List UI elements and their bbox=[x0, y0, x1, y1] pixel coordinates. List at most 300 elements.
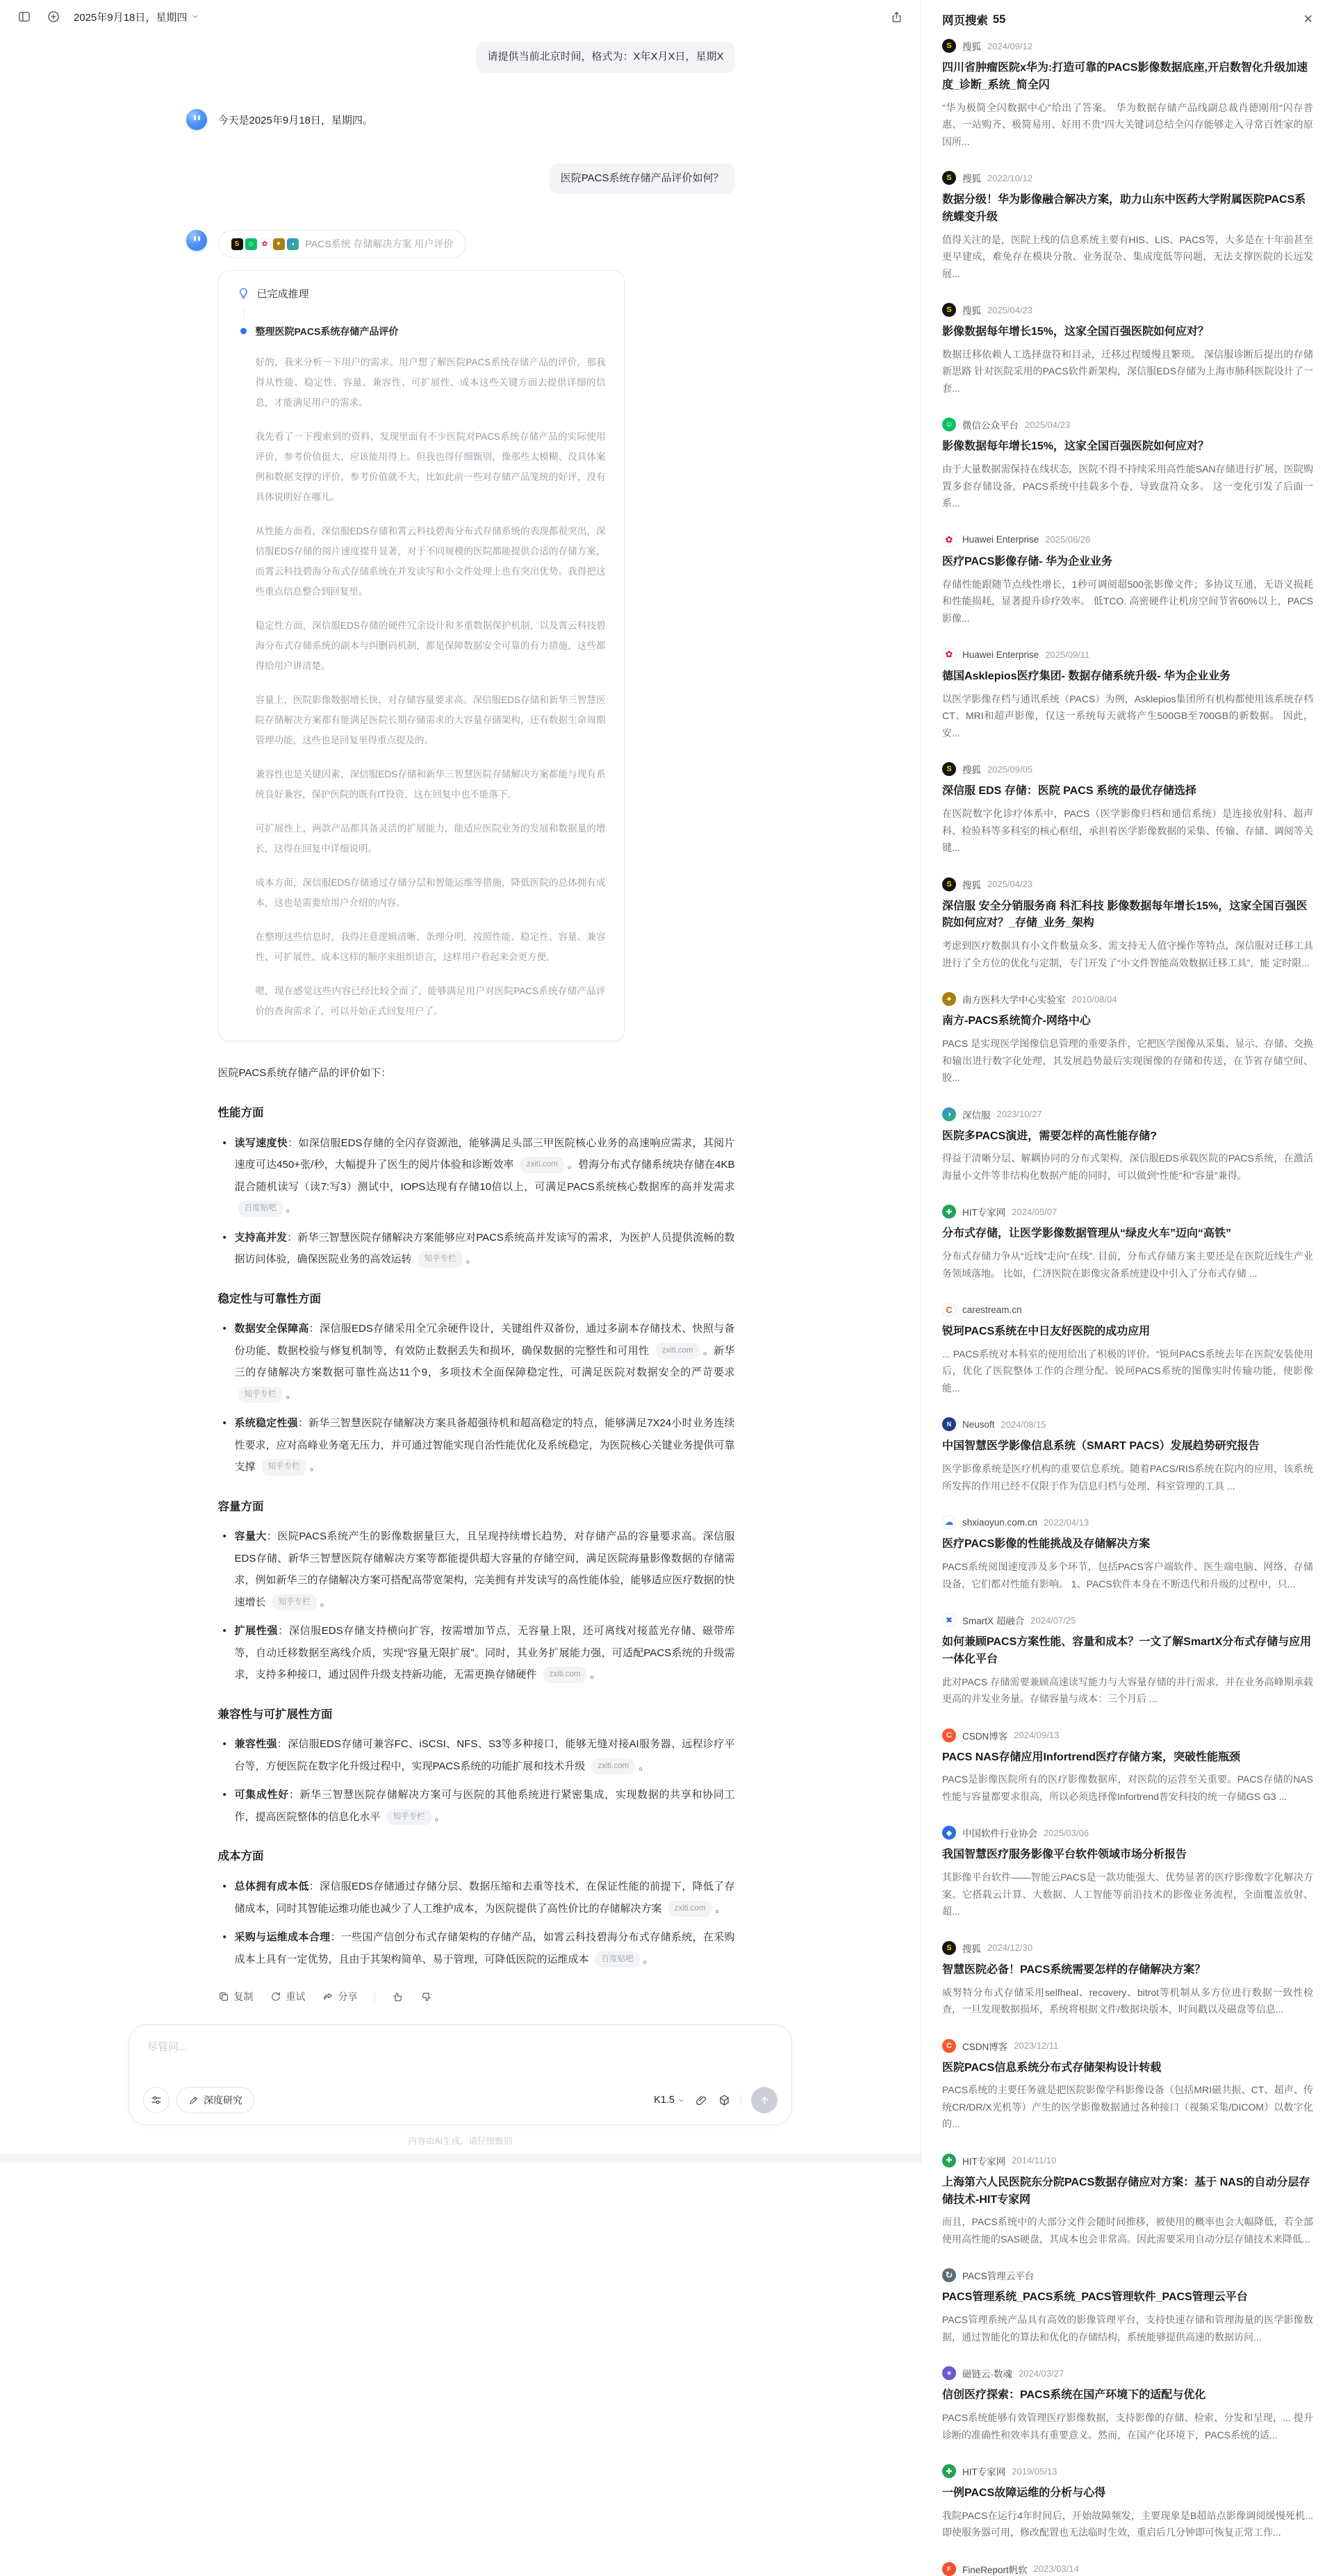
source-name: CSDN博客 bbox=[962, 1731, 1008, 1742]
favicon-glyph: ◑ bbox=[946, 1109, 952, 1118]
search-result-item[interactable] bbox=[942, 2039, 1313, 2133]
reasoning-paragraphs bbox=[237, 352, 606, 1021]
result-title[interactable]: 数据分级！华为影像融合解决方案，助力山东中医药大学附属医院PACS系统蝶变升级 bbox=[942, 194, 1306, 223]
result-title[interactable]: 医疗PACS影像的性能挑战及存储解决方案 bbox=[942, 1538, 1151, 1551]
result-date: 2025/03/06 bbox=[1044, 1827, 1089, 1838]
source-name: 搜狐 bbox=[962, 1943, 981, 1954]
result-date: 2024/05/07 bbox=[1012, 1206, 1057, 1217]
attach-file-button[interactable] bbox=[695, 2094, 708, 2107]
result-date: 2024/09/12 bbox=[987, 40, 1033, 51]
result-snippet: PACS系统的主要任务就是把医院影像学科影像设备（包括MRI磁共振、CT、超声、传统CR/DR/X光机等）产生的医学影像数据通过各种接口（视频采集/DICOM）以数字化的... bbox=[942, 2084, 1313, 2130]
result-title[interactable]: 如何兼顾PACS方案性能、容量和成本？一文了解SmartX分布式存储与应用一体化平台 bbox=[942, 1636, 1312, 1665]
bullet-label: 容量大 bbox=[234, 1530, 267, 1543]
result-date: 2025/04/23 bbox=[1025, 419, 1071, 430]
result-title[interactable]: 医院PACS信息系统分布式存储架构设计转载 bbox=[942, 2061, 1162, 2074]
thumbs-up-icon bbox=[392, 1991, 404, 2003]
chat-column bbox=[186, 33, 735, 2004]
assistant-avatar bbox=[186, 230, 207, 251]
send-button[interactable] bbox=[751, 2087, 777, 2113]
search-result-item[interactable] bbox=[942, 1417, 1313, 1494]
result-date: 2025/09/11 bbox=[1045, 649, 1090, 660]
answer-section bbox=[218, 1844, 735, 1970]
result-snippet: 威努特分布式存储采用selfheal、recovery、bitrot等机制从多方位进行数据一致性检查，一旦发现数据损坏，系统将根据文件/数据块版本，时间戳以及磁盘等信息... bbox=[942, 1986, 1313, 2015]
result-date: 2025/09/05 bbox=[987, 763, 1033, 775]
pen-icon bbox=[188, 2095, 199, 2106]
search-result-item[interactable] bbox=[942, 2154, 1313, 2248]
source-name: SmartX 超融合 bbox=[962, 1616, 1025, 1627]
citation-pill[interactable]: 知乎专栏 bbox=[238, 1387, 283, 1403]
result-source-row bbox=[942, 2464, 1313, 2478]
copy-button[interactable] bbox=[218, 1990, 254, 2004]
result-snippet: 存储性能跟随节点线性增长，1秒可调阅超500张影像文件；多协议互通，无语义损耗和性能损耗，显著提升诊疗效率。 低TCO. 高密硬件让机房空间节省60%以上，PACS影像... bbox=[942, 578, 1313, 624]
citation-pill[interactable]: 知乎专栏 bbox=[418, 1251, 463, 1268]
bullet-label: 扩展性强 bbox=[234, 1625, 279, 1637]
result-source-row bbox=[942, 303, 1313, 317]
source-favicon bbox=[942, 762, 956, 776]
source-favicon bbox=[942, 39, 956, 53]
result-snippet: PACS 是实现医学图像信息管理的重要条件，它把医学图像从采集、显示、存储、交换和输出进行数字化处理，其发展趋势最后实现图像的存储和传送，在节省存储空间、胶... bbox=[942, 1038, 1313, 1084]
favicon-glyph: ✶ bbox=[946, 2369, 953, 2378]
source-favicon bbox=[942, 647, 956, 661]
section-bullet-list bbox=[218, 1318, 735, 1478]
source-favicon bbox=[942, 2464, 956, 2478]
assistant-answer bbox=[218, 1062, 735, 1970]
source-name: shxiaoyun.com.cn bbox=[962, 1517, 1038, 1528]
favicon-glyph: ✿ bbox=[945, 534, 953, 545]
result-snippet: 得益于清晰分层、解耦协同的分布式架构，深信服EDS承载医院的PACS系统，在激活海量小文件等非结构化数据产能的同时，可以做到“性能”和“容量”兼得。 bbox=[942, 1153, 1313, 1181]
bullet-label: 可集成性好 bbox=[234, 1789, 289, 1801]
reasoning-paragraph: 可扩展性上，两款产品都具备灵活的扩展能力，能适应医院业务的发展和数据量的增长，这得在回复中详细说明。 bbox=[255, 823, 606, 854]
result-date: 2024/08/15 bbox=[1000, 1419, 1046, 1430]
result-source-row bbox=[942, 877, 1313, 891]
result-title[interactable]: 智慧医院必备！PACS系统需要怎样的存储解决方案？ bbox=[942, 1963, 1206, 1976]
share-button[interactable] bbox=[322, 1990, 358, 2004]
source-favicon bbox=[942, 533, 956, 547]
result-source-row bbox=[942, 2562, 1313, 2576]
result-snippet: PACS系统能够有效管理医疗影像数据，支持影像的存储、检索、分发和呈现，... 提升诊断的准确性和效率具有重要意义。然而，在国产化环境下，PACS系统的适... bbox=[942, 2412, 1313, 2441]
chat-header bbox=[0, 0, 921, 33]
bullet-item bbox=[235, 1620, 735, 1686]
search-result-item[interactable] bbox=[942, 1205, 1313, 1282]
search-result-item[interactable] bbox=[942, 1826, 1313, 1919]
search-result-item[interactable] bbox=[942, 647, 1313, 741]
result-snippet: PACS管理系统产品具有高效的影像管理平台，支持快速存储和管理海量的医学影像数据，通过智能化的算法和优化的存储结构，系统能够提供高速的数据访问... bbox=[942, 2314, 1313, 2343]
result-title[interactable]: 我国智慧医疗服务影像平台软件领域市场分析报告 bbox=[942, 1849, 1187, 1861]
assistant-message-row bbox=[186, 230, 735, 258]
result-title[interactable]: 德国Asklepios医疗集团- 数据存储系统升级- 华为企业业务 bbox=[942, 670, 1231, 683]
source-name: HIT专家网 bbox=[962, 2156, 1006, 2167]
new-chat-icon[interactable] bbox=[44, 8, 63, 26]
source-name: 搜狐 bbox=[962, 42, 981, 52]
result-source-row bbox=[942, 39, 1313, 53]
source-name: 微信公众平台 bbox=[962, 420, 1019, 431]
sidebar-toggle-icon[interactable] bbox=[15, 8, 33, 26]
result-source-row bbox=[942, 1613, 1313, 1627]
bullet-item bbox=[235, 1318, 735, 1405]
deep-research-label: 深度研究 bbox=[204, 2095, 242, 2106]
conversation-title-dropdown[interactable] bbox=[74, 10, 199, 24]
result-snippet: ... PACS系统对本科室的使用给出了积极的评价。“锐珂PACS系统去年在医院安装使用后，优化了医院整体工作的合理分配。锐珂PACS系统的图像实时传输功能，使影像能... bbox=[942, 1348, 1313, 1394]
result-source-row bbox=[942, 1826, 1313, 1840]
source-name: 搜狐 bbox=[962, 765, 981, 776]
result-source-row bbox=[942, 1728, 1313, 1742]
result-date: 2025/04/23 bbox=[987, 879, 1033, 890]
search-panel-header bbox=[942, 0, 1313, 39]
conversation-title: 2025年9月18日，星期四 bbox=[74, 11, 188, 24]
result-source-row bbox=[942, 533, 1313, 547]
search-result-item[interactable] bbox=[942, 303, 1313, 397]
source-favicon bbox=[942, 1826, 956, 1840]
result-title[interactable]: 中国智慧医学影像信息系统（SMART PACS）发展趋势研究报告 bbox=[942, 1440, 1260, 1453]
source-favicon-group bbox=[231, 238, 301, 250]
thumbs-down-button[interactable] bbox=[420, 1991, 432, 2003]
result-date: 2022/04/13 bbox=[1044, 1517, 1089, 1528]
source-favicon bbox=[942, 2154, 956, 2168]
result-date: 2022/10/12 bbox=[987, 172, 1033, 183]
result-source-row bbox=[942, 762, 1313, 776]
retry-icon bbox=[270, 1991, 281, 2002]
favicon-glyph: ↻ bbox=[945, 2270, 953, 2281]
section-bullet-list bbox=[218, 1876, 735, 1970]
source-name: carestream.cn bbox=[962, 1304, 1022, 1315]
source-favicon bbox=[231, 238, 243, 250]
result-source-row bbox=[942, 1205, 1313, 1219]
result-source-row bbox=[942, 418, 1313, 431]
source-favicon bbox=[273, 238, 285, 250]
result-snippet: 此对PACS 存储需要兼顾高速读写能力与大容量存储的并行需求，并在业务高峰期承载更高的并发业务量。存储容量与成本：三个月后 ... bbox=[942, 1676, 1313, 1705]
search-result-item[interactable] bbox=[942, 992, 1313, 1086]
source-name: Huawei Enterprise bbox=[962, 649, 1039, 660]
result-title[interactable]: 深信服 安全分销服务商 科汇科技 影像数据每年增长15%，这家全国百强医院如何应对？_存储_业务_架构 bbox=[942, 900, 1308, 930]
source-favicon bbox=[942, 1417, 956, 1431]
bullet-item bbox=[235, 1526, 735, 1613]
bullet-label: 读写速度快 bbox=[234, 1137, 288, 1149]
source-favicon bbox=[942, 1303, 956, 1316]
source-name: 中国软件行业协会 bbox=[962, 1828, 1037, 1840]
section-bullet-list bbox=[218, 1132, 735, 1271]
result-source-row bbox=[942, 2154, 1313, 2168]
model-selector[interactable] bbox=[654, 2095, 685, 2106]
bullet-item bbox=[235, 1227, 735, 1271]
section-heading: 兼容性与可扩展性方面 bbox=[217, 1708, 333, 1721]
result-source-row bbox=[942, 2366, 1313, 2380]
result-title[interactable]: 信创医疗探索：PACS系统在国产环境下的适配与优化 bbox=[942, 2389, 1206, 2402]
search-result-item[interactable] bbox=[942, 1728, 1313, 1806]
search-result-item[interactable] bbox=[942, 1107, 1313, 1184]
result-title[interactable]: 深信服 EDS 存储：医院 PACS 系统的最优存储选择 bbox=[942, 785, 1196, 798]
answer-section bbox=[218, 1495, 735, 1686]
favicon-glyph: S bbox=[946, 880, 952, 889]
citation-pill[interactable]: zxiti.com bbox=[543, 1667, 587, 1683]
result-date: 2023/12/11 bbox=[1014, 2040, 1059, 2051]
favicon-glyph: S bbox=[234, 240, 240, 248]
result-title[interactable]: PACS NAS存储应用Infortrend医疗存储方案，突破性能瓶颈 bbox=[942, 1751, 1241, 1763]
section-bullet-list bbox=[218, 1733, 735, 1828]
search-result-item[interactable] bbox=[942, 2562, 1313, 2576]
result-snippet: 医学影像系统是医疗机构的重要信息系统。随着PACS/RIS系统在院内的应用，该系统所发挥的作用已经不仅限于作为信息归档与处理、科室管理的工具 ... bbox=[942, 1463, 1313, 1492]
user-message-bubble[interactable]: 医院PACS系统存储产品评价如何？ bbox=[550, 163, 735, 195]
result-snippet: 我院PACS在运行4年时间后，开始故障频发，主要现象是B超站点影像调阅缓慢死机... 即使服务器可用，修改配置也无法临时生效，重启后几分钟即可恢复正常工作... bbox=[942, 2509, 1313, 2538]
search-result-item[interactable] bbox=[942, 533, 1313, 627]
copy-label: 复制 bbox=[233, 1991, 254, 2003]
result-title[interactable]: 分布式存储，让医学影像数据管理从“绿皮火车”迈向“高铁” bbox=[942, 1228, 1232, 1240]
bullet-label: 数据安全保障高 bbox=[234, 1323, 309, 1335]
section-heading: 成本方面 bbox=[217, 1850, 264, 1863]
chevron-down-icon bbox=[191, 13, 199, 21]
bullet-text: ：一些国产信创分布式存储架构的存储产品，如霄云科技碧海分布式存储系统，在采购成本上具有一定优势，且由于其架构简单、易于管理，可降低医院的运维成本 百度贴吧 。 bbox=[235, 1931, 735, 1965]
favicon-glyph: C bbox=[946, 1304, 953, 1315]
result-title[interactable]: PACS管理系统_PACS系统_PACS管理软件_PACS管理云平台 bbox=[942, 2291, 1248, 2304]
result-source-row bbox=[942, 1417, 1313, 1431]
bullet-text: ：深信服EDS存储可兼容FC、iSCSI、NFS、S3等多种接口，能够无缝对接AI服务器、远程诊疗平台等，方便医院在数字化升级过程中，实现PACS系统的功能扩展和技术升级 zxiti.com 。 bbox=[235, 1738, 735, 1772]
section-heading: 容量方面 bbox=[217, 1500, 264, 1513]
search-keywords-label: PACS系统 存储解决方案 用户评价 bbox=[305, 238, 454, 249]
favicon-glyph: ✦ bbox=[946, 995, 953, 1004]
source-favicon bbox=[942, 1941, 956, 1955]
composer-box[interactable] bbox=[129, 2024, 792, 2125]
search-result-item[interactable] bbox=[942, 1515, 1313, 1592]
citation-pill[interactable]: 知乎专栏 bbox=[387, 1809, 431, 1826]
composer-toolbar bbox=[143, 2087, 777, 2113]
result-snippet: 而且，PACS系统中的大部分文件会随时间推移，被使用的概率也会大幅降低，若全部使用高性能的SAS硬盘，其成本也会非常高。因此需要采用自动分层存储技术来降低... bbox=[942, 2216, 1313, 2245]
source-favicon bbox=[259, 238, 271, 250]
favicon-glyph: S bbox=[946, 765, 952, 774]
bullet-text: ：如深信服EDS存储的全闪存资源池，能够满足头部三甲医院核心业务的高速响应需求，其阅片速度可达450+张/秒，大幅提升了医生的阅片体验和诊断效率 zxiti.com 。碧海分布式存储系统块存储在4KB混合随机读写（读7:写3）测试中，IOPS达现有存储10倍以上，可满足PACS系统核心数据库的高并发需求 百度贴吧 。 bbox=[235, 1137, 735, 1215]
citation-pill[interactable]: zxiti.com bbox=[591, 1758, 635, 1775]
result-date: 2019/05/13 bbox=[1012, 2466, 1057, 2477]
citation-pill[interactable]: 百度贴吧 bbox=[595, 1951, 640, 1968]
bullet-label: 总体拥有成本低 bbox=[234, 1881, 309, 1893]
favicon-glyph: S bbox=[946, 306, 952, 315]
source-favicon bbox=[942, 2366, 956, 2380]
result-snippet: 在医院数字化诊疗体系中，PACS（医学影像归档和通信系统）是连接放射科、超声科、检验科等多科室的核心枢纽，承担着医学影像数据的采集、传输、存储、调阅等关键... bbox=[942, 808, 1313, 854]
web-search-panel bbox=[921, 0, 1334, 2575]
search-result-item[interactable] bbox=[942, 1303, 1313, 1396]
web-search-sources-pill[interactable] bbox=[218, 230, 467, 258]
bullet-text: ：医院PACS系统产生的影像数据量巨大，且呈现持续增长趋势，对存储产品的容量要求高。深信服EDS存储、新华三智慧医院存储解决方案等都能提供超大容量的存储空间，满足医院海量影像数据的存储需求，例如新华三的存储解决方案可搭配高带宽架构，完美拥有并发读写的高性能体验，能够适应医疗数据的快速增长 知乎专栏 。 bbox=[235, 1530, 735, 1608]
favicon-glyph: S bbox=[946, 42, 952, 50]
result-title[interactable]: 医院多PACS演进，需要怎样的高性能存储? bbox=[942, 1130, 1158, 1142]
bullet-item bbox=[235, 1132, 735, 1220]
search-result-item[interactable] bbox=[942, 418, 1313, 511]
reasoning-paragraph: 从性能方面看，深信服EDS存储和霄云科技碧海分布式存储系统的表现都很突出，深信服EDS存储的阅片速度提升显著，对于不同规模的医院都能提供合适的存储方案，而霄云科技碧海分布式存储系统在并发读写和小文件处理上也有突出优势。我得把这些重点信息整合到回复里。 bbox=[255, 526, 606, 597]
source-favicon bbox=[942, 171, 956, 185]
result-date: 2010/08/04 bbox=[1071, 993, 1117, 1005]
reasoning-paragraph: 稳定性方面，深信服EDS存储的硬件冗余设计和多重数据保护机制，以及霄云科技碧海分布式存储系统的副本与纠删码机制，都是保障数据安全可靠的有力措施，这些都得给用户讲清楚。 bbox=[255, 620, 606, 672]
favicon-glyph: ✖ bbox=[945, 1615, 953, 1626]
bullet-item bbox=[235, 1784, 735, 1828]
source-name: 南方医科大学中心实验室 bbox=[962, 995, 1066, 1006]
bullet-item bbox=[235, 1926, 735, 1970]
favicon-glyph: ✿ bbox=[261, 240, 268, 248]
result-source-row bbox=[942, 2039, 1313, 2053]
favicon-glyph: ◑ bbox=[290, 240, 295, 248]
favicon-glyph: ☺ bbox=[945, 420, 953, 429]
source-favicon bbox=[942, 303, 956, 317]
reasoning-paragraph: 成本方面，深信服EDS存储通过存储分层和智能运维等措施，降低医院的总体拥有成本，这也是需要给用户介绍的内容。 bbox=[255, 877, 606, 909]
result-snippet: 值得关注的是，医院上线的信息系统主要有HIS、LIS、PACS等，大多是在十年前甚至更早建成，难免存在模块分散、业务混杂、集成度低等问题，无法支撑医院的长远发展... bbox=[942, 233, 1313, 279]
favicon-glyph: F bbox=[947, 2565, 951, 2573]
bullet-text: ：深信服EDS存储采用全冗余硬件设计，关键组件双备份，通过多副本存储技术、快照与备份功能、数据校验与修复机制等，有效防止数据丢失和损坏，确保数据的完整性和可用性 zxiti.com 。新华三的存储解决方案数据可靠性高达11个9，多项技术全面保障稳定性，可满足医院对数据安全的严苛要求 知乎专栏 。 bbox=[235, 1323, 735, 1401]
result-title[interactable]: 一例PACS故障运维的分析与心得 bbox=[942, 2487, 1106, 2500]
reasoning-box[interactable] bbox=[218, 270, 625, 1041]
section-heading: 稳定性与可靠性方面 bbox=[217, 1292, 321, 1305]
answer-section bbox=[218, 1703, 735, 1828]
arrow-up-icon bbox=[759, 2095, 771, 2106]
bullet-label: 系统稳定性强 bbox=[234, 1417, 298, 1430]
result-snippet: 考虑到医疗数据具有小文件数量众多、需支持无人值守操作等特点，深信服对迁移工具进行了全方位的优化与定制，专门开发了“小文件智能高效数据迁移工具”，能 定时限... bbox=[942, 940, 1313, 968]
reasoning-status-label: 已完成推理 bbox=[256, 288, 309, 300]
search-result-item[interactable] bbox=[942, 171, 1313, 282]
search-result-count: 55 bbox=[993, 13, 1006, 26]
reasoning-paragraph: 兼容性也是关键因素，深信服EDS存储和新华三智慧医院存储解决方案都能与现有系统良好兼容，保护医院的既有IT投资，这在回复中也不能落下。 bbox=[255, 769, 606, 800]
citation-pill[interactable]: zxiti.com bbox=[520, 1157, 564, 1173]
copy-icon bbox=[218, 1991, 229, 2002]
message-input[interactable]: 尽管问... bbox=[147, 2041, 188, 2053]
search-result-item[interactable] bbox=[942, 2464, 1313, 2541]
favicon-glyph: ✚ bbox=[946, 1207, 953, 1216]
message-action-bar bbox=[218, 1990, 735, 2004]
citation-pill[interactable]: 知乎专栏 bbox=[262, 1459, 306, 1476]
result-date: 2025/06/26 bbox=[1045, 534, 1091, 545]
ai-disclaimer: 内容由AI生成，请仔细甄别 bbox=[408, 2136, 513, 2146]
source-name: CSDN博客 bbox=[962, 2041, 1008, 2052]
result-date: 2023/03/14 bbox=[1033, 2563, 1079, 2575]
assistant-message-row bbox=[186, 109, 735, 130]
reasoning-status bbox=[237, 286, 606, 301]
result-title[interactable]: 四川省肿瘤医院x华为:打造可靠的PACS影像数据底座,开启数智化升级加速度_诊断_系统_简全闪 bbox=[942, 62, 1308, 91]
result-snippet: 其影像平台软件——智能云PACS是一款功能强大、优势显著的医疗影像数字化解决方案。它搭载云计算、大数据、人工智能等前沿技术的影像业务流程，全面覆盖放射、超... bbox=[942, 1872, 1313, 1917]
result-title[interactable]: 影像数据每年增长15%，这家全国百强医院如何应对？ bbox=[942, 440, 1210, 453]
result-title[interactable]: 南方-PACS系统简介-网络中心 bbox=[942, 1015, 1091, 1027]
citation-pill[interactable]: zxiti.com bbox=[668, 1901, 712, 1917]
source-name: 搜狐 bbox=[962, 880, 981, 891]
bottom-strip bbox=[0, 2154, 921, 2163]
assistant-avatar bbox=[186, 109, 207, 130]
citation-pill[interactable]: zxiti.com bbox=[656, 1343, 700, 1360]
result-source-row bbox=[942, 1107, 1313, 1121]
search-result-item[interactable] bbox=[942, 2366, 1313, 2443]
result-date: 2025/04/23 bbox=[987, 304, 1033, 315]
paperclip-icon bbox=[695, 2094, 708, 2107]
source-favicon bbox=[942, 1205, 956, 1219]
source-name: HIT专家网 bbox=[962, 1207, 1006, 1219]
result-source-row bbox=[942, 1515, 1313, 1529]
search-result-item[interactable] bbox=[942, 762, 1313, 856]
model-name: K1.5 bbox=[654, 2095, 675, 2106]
answer-section bbox=[218, 1287, 735, 1478]
source-favicon bbox=[942, 877, 956, 891]
favicon-glyph: ◆ bbox=[946, 1828, 953, 1838]
bullet-text: ：新华三智慧医院存储解决方案能够应对PACS系统高并发读写的需求，为医护人员提供流畅的数据访问体验，确保医院业务的高效运转 知乎专栏 。 bbox=[235, 1232, 735, 1266]
favicon-glyph: ✚ bbox=[946, 2156, 953, 2165]
result-title[interactable]: 上海第六人民医院东分院PACS数据存储应对方案：基于 NAS的自动分层存储技术-HIT专家网 bbox=[942, 2176, 1310, 2206]
favicon-glyph: S bbox=[946, 174, 952, 183]
answer-intro: 医院PACS系统存储产品的评价如下： bbox=[217, 1067, 392, 1080]
retry-label: 重试 bbox=[286, 1991, 306, 2003]
timeline-connector bbox=[243, 307, 244, 318]
source-name: PACS管理云平台 bbox=[962, 2271, 1035, 2282]
composer-area bbox=[0, 2024, 921, 2163]
source-favicon bbox=[245, 238, 257, 250]
search-result-item[interactable] bbox=[942, 39, 1313, 150]
thumbs-down-icon bbox=[420, 1991, 432, 2003]
reasoning-step bbox=[237, 324, 606, 338]
result-date: 2023/10/27 bbox=[996, 1109, 1042, 1120]
search-result-item[interactable] bbox=[942, 877, 1313, 972]
search-panel-title: 网页搜索 bbox=[942, 15, 988, 27]
reasoning-step-title: 整理医院PACS系统存储产品评价 bbox=[255, 326, 399, 337]
reasoning-paragraph: 在整理这些信息时，我得注意逻辑清晰、条理分明，按照性能、稳定性、容量、兼容性、可扩展性、成本这样的顺序来组织语言，这样用户看起来会更方便。 bbox=[255, 932, 606, 963]
close-icon[interactable]: ✕ bbox=[1303, 13, 1313, 26]
favicon-glyph: N bbox=[946, 1421, 952, 1428]
result-date: 2024/07/25 bbox=[1030, 1615, 1076, 1626]
lightbulb-icon bbox=[237, 287, 250, 300]
result-snippet: 由于大量数据需保持在线状态，医院不得不持续采用高性能SAN存储进行扩展，医院购置多套存储设备，PACS系统中挂载多个卷，导致盘符众多。 这一变化引发了后面一系... bbox=[942, 463, 1313, 509]
source-favicon bbox=[942, 1728, 956, 1742]
favicon-glyph: S bbox=[946, 1943, 952, 1952]
result-date: 2024/03/27 bbox=[1019, 2368, 1064, 2379]
result-source-row bbox=[942, 2268, 1313, 2282]
result-title[interactable]: 锐珂PACS系统在中日友好医院的成功应用 bbox=[942, 1326, 1151, 1338]
step-dot-icon bbox=[240, 328, 247, 334]
result-snippet: “华为极简全闪数据中心”给出了答案。 华为数据存储产品线副总裁肖德刚用“闪存普惠、一站购齐、极简易用、好用不贵”四大关键词总结全闪存能够走入寻常百姓家的原因所... bbox=[942, 101, 1313, 147]
source-favicon bbox=[942, 1107, 956, 1121]
bullet-item bbox=[235, 1876, 735, 1919]
result-source-row bbox=[942, 171, 1313, 185]
bullet-label: 支持高并发 bbox=[234, 1231, 288, 1244]
source-name: HIT专家网 bbox=[962, 2467, 1006, 2478]
source-name: Huawei Enterprise bbox=[962, 534, 1039, 545]
citation-pill[interactable]: 百度贴吧 bbox=[238, 1200, 283, 1217]
result-source-row bbox=[942, 647, 1313, 661]
reasoning-paragraph: 好的，我来分析一下用户的需求。用户想了解医院PACS系统存储产品的评价，那我得从性能、稳定性、容量、兼容性、可扩展性、成本这些关键方面去提供详细的信息，才能满足用户的需求。 bbox=[255, 357, 606, 408]
search-result-list bbox=[942, 39, 1313, 2576]
result-title[interactable]: 影像数据每年增长15%，这家全国百强医院如何应对？ bbox=[942, 326, 1210, 338]
result-date: 2024/09/13 bbox=[1014, 1730, 1060, 1741]
search-result-item[interactable] bbox=[942, 1613, 1313, 1708]
result-snippet: 数据迁移依赖人工选择盘符和目录，迁移过程缓慢且繁琐。 深信服诊断后提出的存储新思路 针对医院采用的PACS软件新架构，深信服EDS存储为上海市肺科医院设计了一套... bbox=[942, 348, 1313, 394]
result-snippet: PACS是影像医院所有的医疗影像数据库，对医院的运营至关重要。PACS存储的NAS性能与容量都要求很高，所以必须选择像Infortrend普安科技的统一存储GS G3 ... bbox=[942, 1774, 1313, 1802]
plugin-cube-button[interactable] bbox=[718, 2094, 731, 2107]
result-title[interactable]: 医疗PACS影像存储- 华为企业业务 bbox=[942, 555, 1113, 568]
search-result-item[interactable] bbox=[942, 2268, 1313, 2345]
favicon-glyph: C bbox=[946, 2041, 952, 2050]
answer-sections bbox=[218, 1101, 735, 1970]
result-source-row bbox=[942, 1941, 1313, 1955]
source-name: Neusoft bbox=[962, 1419, 995, 1430]
source-favicon bbox=[942, 1613, 956, 1627]
deep-research-toggle[interactable] bbox=[176, 2087, 254, 2113]
source-favicon bbox=[942, 2268, 956, 2282]
reasoning-paragraph: 我先看了一下搜索到的资料，发现里面有不少医院对PACS系统存储产品的实际使用评价，参考价值挺大，应该能用得上。但我也得仔细甄别，像那些太模糊、没具体案例和数据支撑的评价，参考价值就不大，比如此前一些对存储产品笼统的好评，没有具体说明好在哪儿。 bbox=[255, 431, 606, 503]
result-source-row bbox=[942, 992, 1313, 1006]
user-message-bubble[interactable]: 请提供当前北京时间，格式为：X年X月X日，星期X bbox=[476, 42, 734, 73]
citation-pill[interactable]: 知乎专栏 bbox=[272, 1594, 317, 1611]
reasoning-paragraph: 容量上，医院影像数据增长快，对存储容量要求高。深信服EDS存储和新华三智慧医院存储解决方案都有能满足医院长期存储需求的大容量存储架构，还有数据生命周期管理功能，这些也是回复里得重点提及的。 bbox=[255, 695, 606, 746]
share-conversation-icon[interactable] bbox=[887, 8, 905, 26]
source-name: FineReport帆软 bbox=[962, 2564, 1028, 2575]
tools-button[interactable] bbox=[143, 2087, 170, 2113]
thumbs-up-button[interactable] bbox=[392, 1991, 404, 2003]
result-date: 2014/11/10 bbox=[1012, 2155, 1057, 2166]
source-name: 搜狐 bbox=[962, 306, 981, 317]
favicon-glyph: ✦ bbox=[275, 240, 282, 248]
user-message-row bbox=[186, 42, 735, 73]
favicon-glyph: ☺ bbox=[247, 240, 255, 248]
retry-button[interactable] bbox=[270, 1990, 306, 2004]
search-result-item[interactable] bbox=[942, 1941, 1313, 2018]
